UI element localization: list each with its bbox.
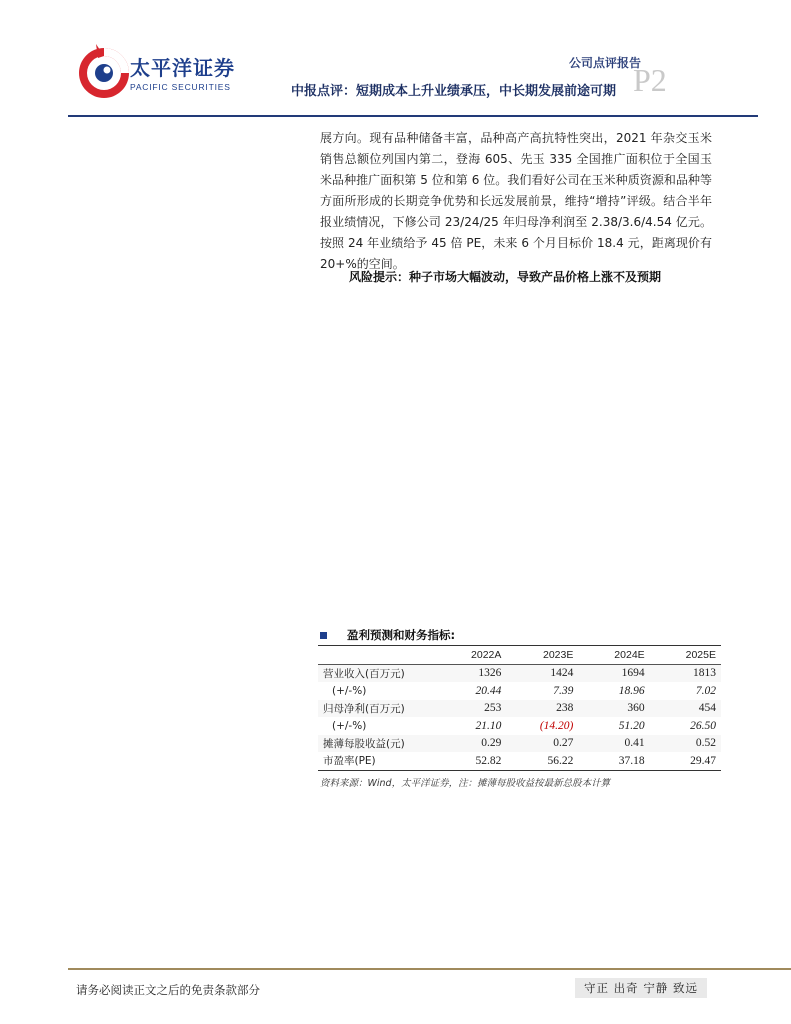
- table-cell: 56.22: [547, 754, 574, 767]
- table-cell: 52.82: [475, 754, 502, 767]
- table-cell: 0.29: [435, 735, 506, 753]
- table-cell: 37.18: [618, 754, 645, 767]
- table-row: [318, 735, 721, 753]
- report-type: 公司点评报告: [568, 56, 641, 70]
- table-row: [318, 664, 721, 682]
- table-cell: (14.20): [539, 719, 574, 732]
- table-header-cell: 2025E: [685, 648, 716, 661]
- footer-motto: 守正 出奇 宁静 致远: [575, 978, 707, 998]
- table-row: [318, 752, 721, 770]
- table-cell: 26.50: [690, 719, 716, 732]
- logo-cn-text: 太平洋证券: [130, 56, 235, 80]
- table-header-cell: [318, 646, 435, 664]
- table-bottom-rule: [318, 770, 721, 771]
- row-label: 市盈率(PE): [323, 755, 376, 768]
- table-cell: 7.39: [553, 684, 574, 697]
- table-cell: 1424: [506, 664, 578, 682]
- table-cell: 0.41: [578, 735, 649, 753]
- table-heading: [320, 627, 455, 643]
- page-number: P2: [633, 62, 667, 98]
- row-label: (+/-%): [332, 719, 367, 732]
- table-cell: 0.52: [650, 735, 721, 753]
- financial-forecast-table: [318, 646, 721, 770]
- logo-en-text: PACIFIC SECURITIES: [130, 82, 231, 92]
- table-source-note: 资料来源：Wind，太平洋证券，注：摊薄每股收益按最新总股本计算: [320, 778, 611, 789]
- row-label: (+/-%): [332, 684, 367, 697]
- table-title: 盈利预测和财务指标:: [347, 628, 456, 642]
- table-header-cell: 2024E: [614, 648, 645, 661]
- pacific-securities-logo-icon: [74, 40, 134, 100]
- table-cell: 20.44: [475, 684, 502, 697]
- table-cell: 253: [435, 700, 506, 718]
- table-cell: 454: [650, 700, 721, 718]
- row-label: 营业收入(百万元): [318, 664, 435, 682]
- footer-disclaimer: 请务必阅读正文之后的免责条款部分: [76, 983, 260, 997]
- table-cell: 360: [578, 700, 649, 718]
- table-row: [318, 682, 721, 700]
- bullet-square-icon: [320, 632, 327, 639]
- table-cell: 29.47: [690, 754, 716, 767]
- table-cell: 18.96: [618, 684, 645, 697]
- body-paragraph: 展方向。现有品种储备丰富，品种高产高抗特性突出，2021 年杂交玉米销售总额位列国内第二，登海 605、先玉 335 全国推广面积位于全国玉米品种推广面积第 5 位和第 6 位。我们看好公司在玉米种质资源和品种等方面所形成的长期竞争优势和长远发展前景，维持“增持”评级。结合半年报业绩情况，下修公司 23/24/25 年归母净利润至 2.38/3.6/4.54 亿元。按照 24 年业绩给予 45 倍 PE，未来 6 个月目标价 18.4 元，距离现价有 20+%的空间。: [320, 131, 712, 271]
- report-title: 中报点评：短期成本上升业绩承压，中长期发展前途可期: [290, 84, 616, 99]
- table-header-cell: 2022A: [471, 648, 502, 661]
- table-cell: 0.27: [506, 735, 578, 753]
- table-cell: 21.10: [475, 719, 502, 732]
- risk-warning: 风险提示：种子市场大幅波动，导致产品价格上涨不及预期: [349, 270, 662, 284]
- row-label: 归母净利(百万元): [318, 700, 435, 718]
- row-label: 摊薄每股收益(元): [318, 735, 435, 753]
- table-cell: 1326: [435, 664, 506, 682]
- table-cell: 238: [506, 700, 578, 718]
- table-row: [318, 717, 721, 735]
- table-header-cell: 2023E: [543, 648, 574, 661]
- table-cell: 7.02: [695, 684, 716, 697]
- logo-wordmark: [130, 52, 235, 92]
- table-cell: 1694: [578, 664, 649, 682]
- table-row: [318, 700, 721, 718]
- table-header-row: [318, 646, 721, 664]
- header-divider: [68, 115, 758, 117]
- table-cell: 1813: [650, 664, 721, 682]
- footer-divider: [68, 968, 791, 970]
- table-cell: 51.20: [618, 719, 645, 732]
